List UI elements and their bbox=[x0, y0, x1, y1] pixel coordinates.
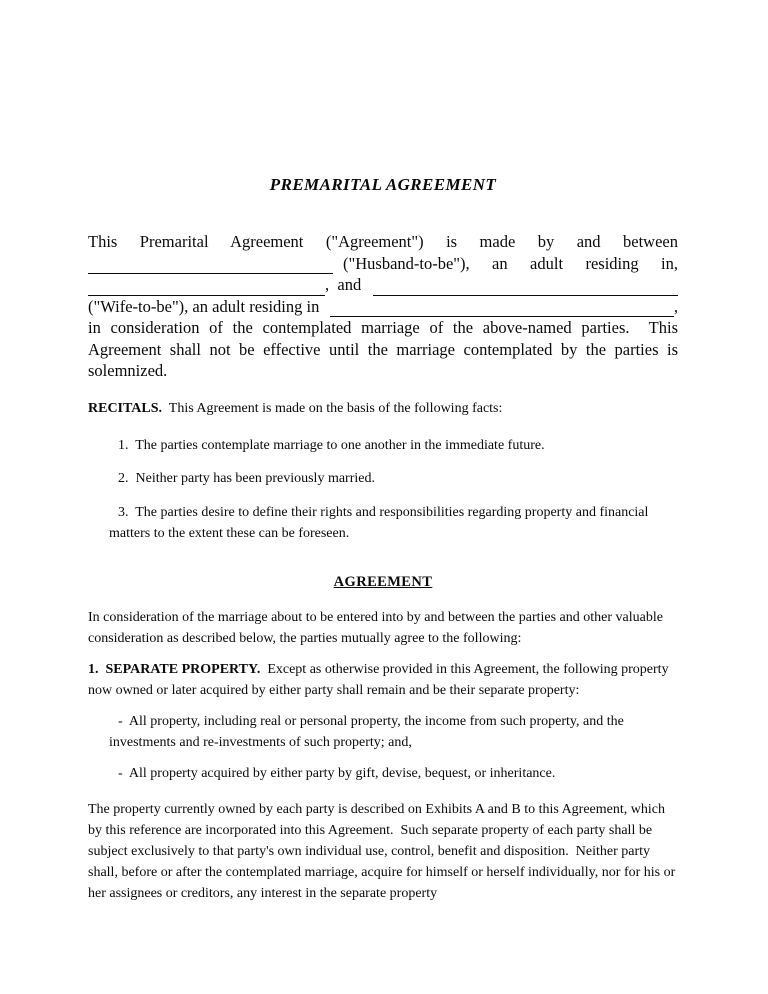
intro-paragraph bbox=[88, 231, 678, 382]
wife-name-blank bbox=[373, 277, 678, 296]
wife-label: ("Wife-to-be"), an adult residing in bbox=[88, 296, 324, 316]
recitals-lead-paragraph bbox=[88, 398, 678, 419]
intro-line-4 bbox=[88, 296, 678, 318]
intro-line-5: in consideration of the contemplated marriage of the above-named parties. This bbox=[88, 318, 678, 337]
and-connector: , and bbox=[325, 275, 362, 294]
agreement-lead-paragraph: In consideration of the marriage about to be entered into by and between the parties and other valuable consideration as described below, the parties mutually agree to the following: bbox=[88, 609, 667, 646]
husband-residence-blank bbox=[88, 277, 325, 296]
section1-bullet-2: - All property acquired by either party by gift, devise, bequest, or inheritance. bbox=[118, 765, 556, 781]
recital-item-2: 2. Neither party has been previously married. bbox=[118, 470, 375, 486]
section1-heading: 1. SEPARATE PROPERTY. bbox=[88, 661, 261, 677]
agreement-heading: AGREEMENT bbox=[333, 573, 433, 590]
recitals-lead-text: This Agreement is made on the basis of the following facts: bbox=[162, 400, 503, 416]
wife-residence-blank bbox=[330, 298, 673, 317]
recital-item-1: 1. The parties contemplate marriage to one another in the immediate future. bbox=[118, 437, 545, 453]
intro-line-6: Agreement shall not be effective until the marriage contemplated by the parties is bbox=[88, 339, 678, 359]
intro-line-3 bbox=[88, 274, 678, 296]
intro-line-2 bbox=[88, 253, 678, 275]
trailing-comma: , bbox=[673, 296, 678, 316]
intro-line-1: This Premarital Agreement ("Agreement") is made by and between bbox=[88, 232, 678, 251]
recital-item-3: 3. The parties desire to define their rights and responsibilities regarding property and financial matters to the extent these can be foreseen. bbox=[109, 504, 652, 541]
section1-closing-paragraph: The property currently owned by each party is described on Exhibits A and B to this Agreement, which by this reference are incorporated into this Agreement. Such separate property of each party shall be subject exclusively to that party's own individual use, control, benefit and disposition. Neither party shall, before or after the contemplated marriage, acquire for himself or herself individually, nor for his or her assignees or creditors, any interest in the separate property bbox=[88, 801, 679, 901]
section1-body-text: Except as otherwise provided in this Agreement, the following property now owned or later acquired by either party shall remain and be their separate property: bbox=[88, 661, 673, 698]
husband-label: ("Husband-to-be"), an adult residing in, bbox=[343, 253, 678, 273]
husband-name-blank bbox=[88, 255, 333, 274]
document-title: PREMARITAL AGREEMENT bbox=[269, 175, 497, 194]
recitals-heading: RECITALS. bbox=[88, 400, 163, 416]
section1-bullet-1: - All property, including real or personal property, the income from such property, and the investments and re-investments of such property; and, bbox=[109, 713, 628, 750]
intro-line-7: solemnized. bbox=[88, 361, 168, 380]
section1-paragraph bbox=[88, 659, 678, 701]
